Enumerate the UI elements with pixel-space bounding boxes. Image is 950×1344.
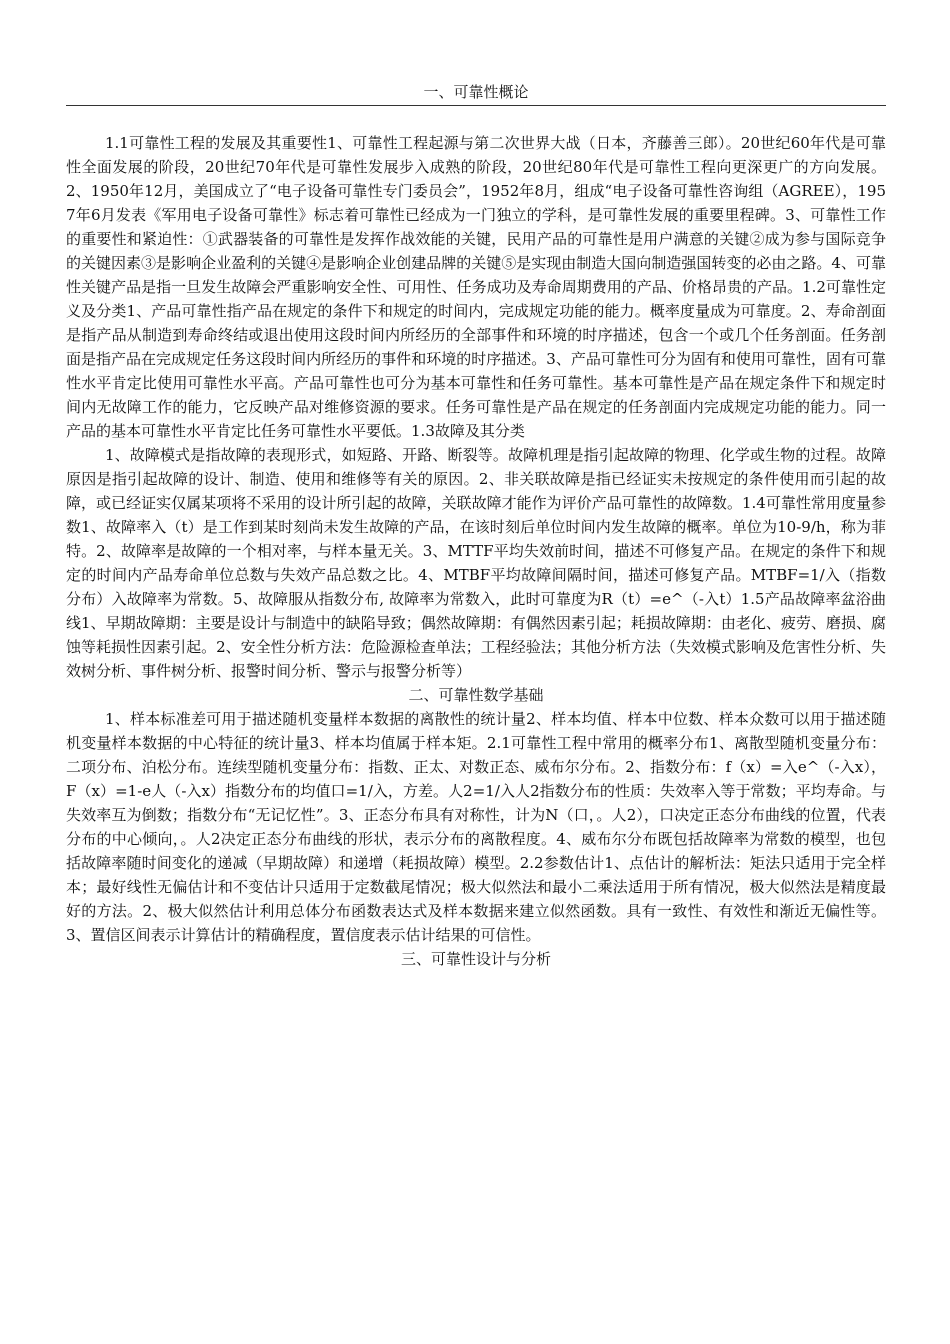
section-heading-design: 三、可靠性设计与分析	[400, 950, 551, 968]
paragraph-failures: 1、故障模式是指故障的表现形式，如短路、开路、断裂等。故障机理是指引起故障的物理、化学或生物的过程。故障原因是指引起故障的设计、制造、使用和维修等有关的原因。2、非关联故障是指已经证实未按规定的条件使用而引起的故障，或已经证实仅属某项将不采用的设计所引起的故障，关联故障才能作为评价产品可靠性的故障数。1.4可靠性常用度量参数1、故障率入（t）是工作到某时刻尚未发生故障的产品，在该时刻后单位时间内发生故障的概率。单位为10-9/h，称为菲特。2、故障率是故障的一个相对率，与样本量无关。3、MTTF平均失效前时间，描述不可修复产品。在规定的条件下和规定的时间内产品寿命单位总数与失效产品总数之比。4、MTBF平均故障间隔时间，描述可修复产品。MTBF=1/入（指数分布）入故障率为常数。5、故障服从指数分布, 故障率为常数入，此时可靠度为R（t）=e^（-入t）1.5产品故障率盆浴曲线1、早期故障期：主要是设计与制造中的缺陷导致；偶然故障期：有偶然因素引起；耗损故障期：由老化、疲劳、磨损、腐蚀等耗损性因素引起。2、安全性分析方法：危险源检查单法；工程经验法；其他分析方法（失效模式影响及危害性分析、失效树分析、事件树分析、报警时间分析、警示与报警分析等）	[66, 446, 886, 680]
paragraph-intro: 1.1可靠性工程的发展及其重要性1、可靠性工程起源与第二次世界大战（日本，齐藤善三郎）。20世纪60年代是可靠性全面发展的阶段，20世纪70年代是可靠性发展步入成熟的阶段，20世纪80年代是可靠性工程向更深更广的方向发展。2、1950年12月，美国成立了“电子设备可靠性专门委员会”，1952年8月，组成“电子设备可靠性咨询组（AGREE），1957年6月发表《军用电子设备可靠性》标志着可靠性已经成为一门独立的学科，是可靠性发展的重要里程碑。3、可靠性工作的重要性和紧迫性：①武器装备的可靠性是发挥作战效能的关键，民用产品的可靠性是用户满意的关键②成为参与国际竞争的关键因素③是影响企业盈利的关键④是影响企业创建品牌的关键⑤是实现由制造大国向制造强国转变的必由之路。4、可靠性关键产品是指一旦发生故障会严重影响安全性、可用性、任务成功及寿命周期费用的产品、价格昂贵的产品。1.2可靠性定义及分类1、产品可靠性指产品在规定的条件下和规定的时间内，完成规定功能的能力。概率度量成为可靠度。2、寿命剖面是指产品从制造到寿命终结或退出使用这段时间内所经历的全部事件和环境的时序描述，包含一个或几个任务剖面。任务剖面是指产品在完成规定任务这段时间内所经历的事件和环境的时序描述。3、产品可靠性可分为固有和使用可靠性，固有可靠性水平肯定比使用可靠性水平高。产品可靠性也可分为基本可靠性和任务可靠性。基本可靠性是产品在规定条件下和规定时间内无故障工作的能力，它反映产品对维修资源的要求。任务可靠性是产品在规定的任务剖面内完成规定功能的能力。同一产品的基本可靠性水平肯定比任务可靠性水平要低。1.3故障及其分类	[66, 134, 886, 440]
page-header: 一、可靠性概论	[66, 80, 886, 106]
paragraph-math: 1、样本标准差可用于描述随机变量样本数据的离散性的统计量2、样本均值、样本中位数、样本众数可以用于描述随机变量样本数据的中心特征的统计量3、样本均值属于样本矩。2.1可靠性工程中常用的概率分布1、离散型随机变量分布：二项分布、泊松分布。连续型随机变量分布：指数、正太、对数正态、威布尔分布。2、指数分布：f（x）=入e^（-入x），F（x）=1-e人（-入x）指数分布的均值口=1/入，方差。人2=1/入人2指数分布的性质：失效率入等于常数；平均寿命。与失效率互为倒数；指数分布“无记忆性”。3、正态分布具有对称性，计为N（口，。人2），口决定正态分布曲线的位置，代表分布的中心倾向，。人2决定正态分布曲线的形状，表示分布的离散程度。4、威布尔分布既包括故障率为常数的模型，也包括故障率随时间变化的递减（早期故障）和递增（耗损故障）模型。2.2参数估计1、点估计的解析法：矩法只适用于完全样本；最好线性无偏估计和不变估计只适用于定数截尾情况；极大似然法和最小二乘法适用于所有情况，极大似然法是精度最好的方法。2、极大似然估计利用总体分布函数表达式及样本数据来建立似然函数。具有一致性、有效性和渐近无偏性等。3、置信区间表示计算估计的精确程度，置信度表示估计结果的可信性。	[66, 710, 886, 944]
document-page	[66, 80, 886, 971]
document-body	[66, 131, 886, 971]
section-heading-math: 二、可靠性数学基础	[408, 686, 544, 704]
